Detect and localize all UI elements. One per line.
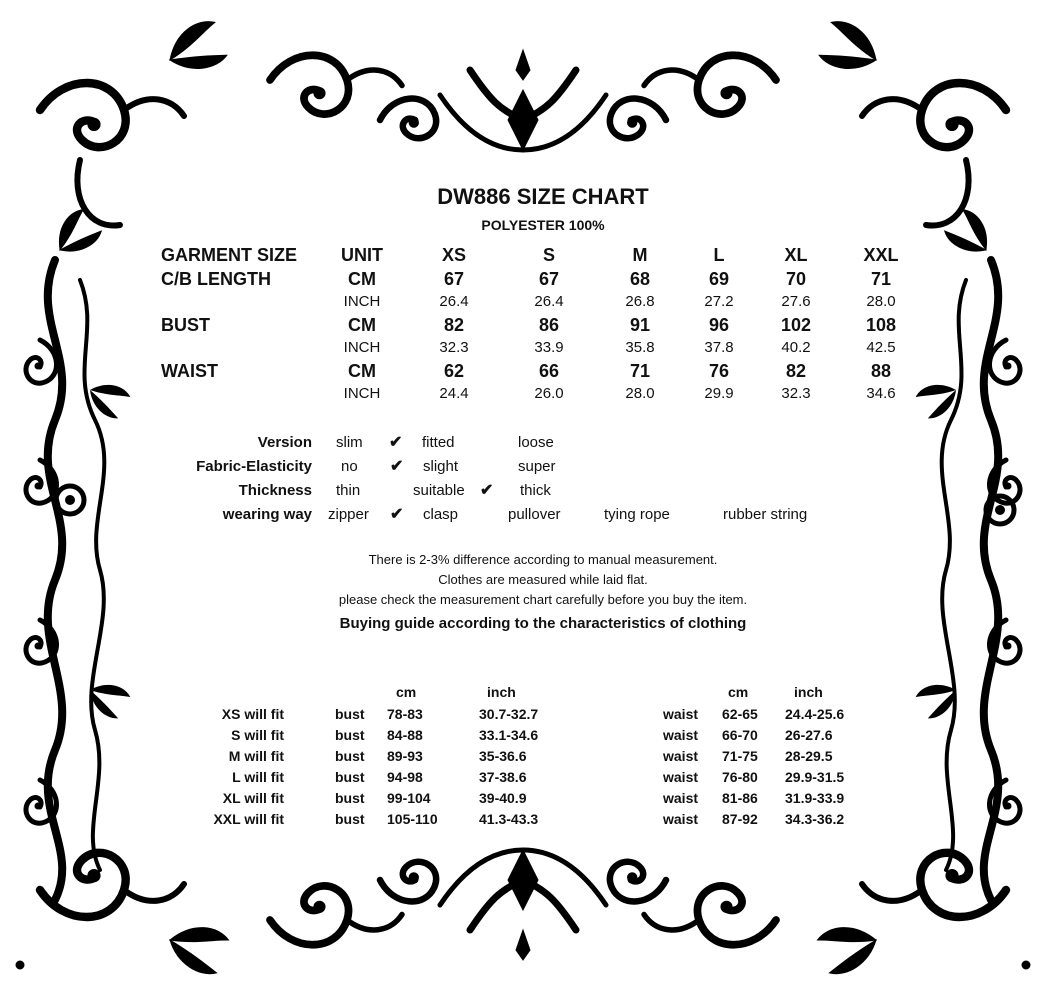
guide-bust-label: bust — [335, 769, 365, 785]
option-thick: thick — [520, 482, 551, 499]
guide-bust-cm: 78-83 — [387, 706, 423, 722]
table-cell-cm: 68 — [629, 269, 651, 289]
size-header-m: M — [632, 245, 648, 265]
table-cell-inch: 42.5 — [866, 339, 896, 356]
guide-waist-label: waist — [663, 769, 699, 785]
checkmark-icon: ✔ — [390, 506, 404, 523]
characteristic-label-thickness: Thickness — [238, 482, 312, 499]
guide-size-label: S will fit — [231, 727, 284, 743]
table-cell-cm: 86 — [538, 315, 560, 335]
size-header-xxl: XXL — [863, 245, 899, 265]
guide-bust-cm: 89-93 — [387, 748, 423, 764]
table-cell-inch: 34.6 — [866, 385, 896, 402]
table-cell-cm: 108 — [865, 315, 897, 335]
unit-cm: CM — [348, 361, 376, 381]
checkmark-icon: ✔ — [480, 482, 494, 499]
guide-waist-cm: 66-70 — [722, 727, 758, 743]
characteristic-label-fabric-elasticity: Fabric-Elasticity — [196, 458, 312, 475]
table-cell-inch: 37.8 — [704, 339, 734, 356]
option-tying-rope: tying rope — [604, 506, 670, 523]
table-cell-cm: 67 — [538, 269, 560, 289]
guide-bust-cm: 99-104 — [387, 790, 431, 806]
note-measurement-difference: There is 2-3% difference according to manual measurement. — [368, 552, 718, 567]
table-cell-cm: 67 — [443, 269, 465, 289]
table-cell-inch: 29.9 — [704, 385, 734, 402]
guide-bust-inch: 37-38.6 — [479, 769, 527, 785]
table-cell-cm: 71 — [870, 269, 892, 289]
size-header-s: S — [542, 245, 555, 265]
option-super: super — [518, 458, 556, 475]
size-header-xs: XS — [441, 245, 466, 265]
fabric-composition: POLYESTER 100% — [481, 217, 605, 233]
characteristic-label-wearing-way: wearing way — [222, 506, 312, 523]
option-suitable: suitable — [413, 482, 465, 499]
unit-cm: CM — [348, 269, 376, 289]
option-fitted: fitted — [422, 434, 455, 451]
guide-waist-inch: 26-27.6 — [785, 727, 833, 743]
guide-waist-cm: 62-65 — [722, 706, 758, 722]
option-thin: thin — [336, 482, 361, 499]
measure-label-c-b-length: C/B LENGTH — [161, 269, 271, 289]
guide-waist-inch: 31.9-33.9 — [785, 790, 845, 806]
guide-bust-cm: 105-110 — [387, 811, 438, 827]
guide-waist-inch: 34.3-36.2 — [785, 811, 845, 827]
option-slim: slim — [336, 434, 363, 451]
size-header-l: L — [713, 245, 725, 265]
option-pullover: pullover — [508, 506, 561, 523]
guide-waist-inch: 29.9-31.5 — [785, 769, 845, 785]
guide-waist-cm: 81-86 — [722, 790, 758, 806]
option-slight: slight — [423, 458, 459, 475]
guide-waist-label: waist — [663, 748, 699, 764]
guide-waist-label: waist — [663, 811, 699, 827]
table-cell-cm: 69 — [708, 269, 730, 289]
guide-size-label: L will fit — [232, 769, 284, 785]
guide-size-label: XXL will fit — [213, 811, 284, 827]
table-cell-cm: 88 — [870, 361, 892, 381]
table-cell-cm: 76 — [708, 361, 730, 381]
table-cell-inch: 32.3 — [781, 385, 811, 402]
guide-bust-cm-header: cm — [396, 684, 417, 700]
bottom-ornament — [16, 850, 1030, 978]
guide-bust-label: bust — [335, 811, 365, 827]
table-cell-inch: 33.9 — [534, 339, 564, 356]
guide-waist-inch: 28-29.5 — [785, 748, 833, 764]
unit-inch: INCH — [343, 385, 381, 402]
guide-waist-inch: 24.4-25.6 — [785, 706, 845, 722]
note-laid-flat: Clothes are measured while laid flat. — [438, 572, 648, 587]
size-header-xl: XL — [784, 245, 808, 265]
table-cell-inch: 27.2 — [704, 293, 734, 310]
guide-waist-cm: 87-92 — [722, 811, 758, 827]
unit-inch: INCH — [343, 339, 381, 356]
page-title: DW886 SIZE CHART — [437, 184, 649, 209]
characteristic-label-version: Version — [257, 434, 312, 451]
table-cell-inch: 40.2 — [781, 339, 811, 356]
option-zipper: zipper — [328, 506, 369, 523]
table-cell-inch: 28.0 — [866, 293, 896, 310]
table-cell-inch: 27.6 — [781, 293, 811, 310]
table-cell-cm: 96 — [708, 315, 730, 335]
table-cell-inch: 26.4 — [439, 293, 469, 310]
note-check-chart: please check the measurement chart carefully before you buy the item. — [338, 592, 748, 607]
measure-label-waist: WAIST — [161, 361, 218, 381]
guide-waist-label: waist — [663, 790, 699, 806]
option-no: no — [341, 458, 358, 475]
unit-cm: CM — [348, 315, 376, 335]
guide-bust-inch: 41.3-43.3 — [479, 811, 539, 827]
guide-size-label: XL will fit — [222, 790, 284, 806]
guide-bust-inch: 30.7-32.7 — [479, 706, 539, 722]
option-loose: loose — [518, 434, 554, 451]
checkmark-icon: ✔ — [389, 434, 403, 451]
table-cell-inch: 26.4 — [534, 293, 564, 310]
option-clasp: clasp — [423, 506, 459, 523]
option-rubber-string: rubber string — [723, 506, 808, 523]
guide-size-label: M will fit — [228, 748, 284, 764]
unit-inch: INCH — [343, 293, 381, 310]
guide-bust-inch: 35-36.6 — [479, 748, 527, 764]
guide-bust-label: bust — [335, 727, 365, 743]
table-cell-inch: 24.4 — [439, 385, 469, 402]
guide-bust-cm: 84-88 — [387, 727, 423, 743]
table-cell-inch: 26.0 — [534, 385, 564, 402]
guide-bust-inch: 33.1-34.6 — [479, 727, 539, 743]
guide-bust-label: bust — [335, 706, 365, 722]
guide-waist-cm-header: cm — [728, 684, 749, 700]
checkmark-icon: ✔ — [390, 458, 404, 475]
table-cell-cm: 66 — [538, 361, 560, 381]
table-cell-cm: 102 — [780, 315, 812, 335]
table-cell-cm: 82 — [785, 361, 807, 381]
table-cell-inch: 28.0 — [625, 385, 655, 402]
table-cell-inch: 26.8 — [625, 293, 655, 310]
table-cell-inch: 35.8 — [625, 339, 655, 356]
unit-header: UNIT — [341, 245, 383, 265]
table-cell-inch: 32.3 — [439, 339, 469, 356]
guide-waist-label: waist — [663, 727, 699, 743]
guide-size-label: XS will fit — [221, 706, 284, 722]
guide-bust-inch: 39-40.9 — [479, 790, 527, 806]
table-cell-cm: 71 — [629, 361, 651, 381]
guide-bust-inch-header: inch — [487, 684, 516, 700]
table-cell-cm: 70 — [785, 269, 807, 289]
guide-bust-cm: 94-98 — [387, 769, 423, 785]
guide-bust-label: bust — [335, 790, 365, 806]
guide-waist-cm: 76-80 — [722, 769, 758, 785]
table-cell-cm: 82 — [443, 315, 465, 335]
measure-label-bust: BUST — [161, 315, 210, 335]
buying-guide-title: Buying guide according to the characteristics of clothing — [339, 615, 747, 632]
table-header-label: GARMENT SIZE — [161, 245, 298, 265]
table-cell-cm: 62 — [443, 361, 465, 381]
guide-bust-label: bust — [335, 748, 365, 764]
guide-waist-cm: 71-75 — [722, 748, 758, 764]
table-cell-cm: 91 — [629, 315, 651, 335]
guide-waist-label: waist — [663, 706, 699, 722]
guide-waist-inch-header: inch — [794, 684, 823, 700]
